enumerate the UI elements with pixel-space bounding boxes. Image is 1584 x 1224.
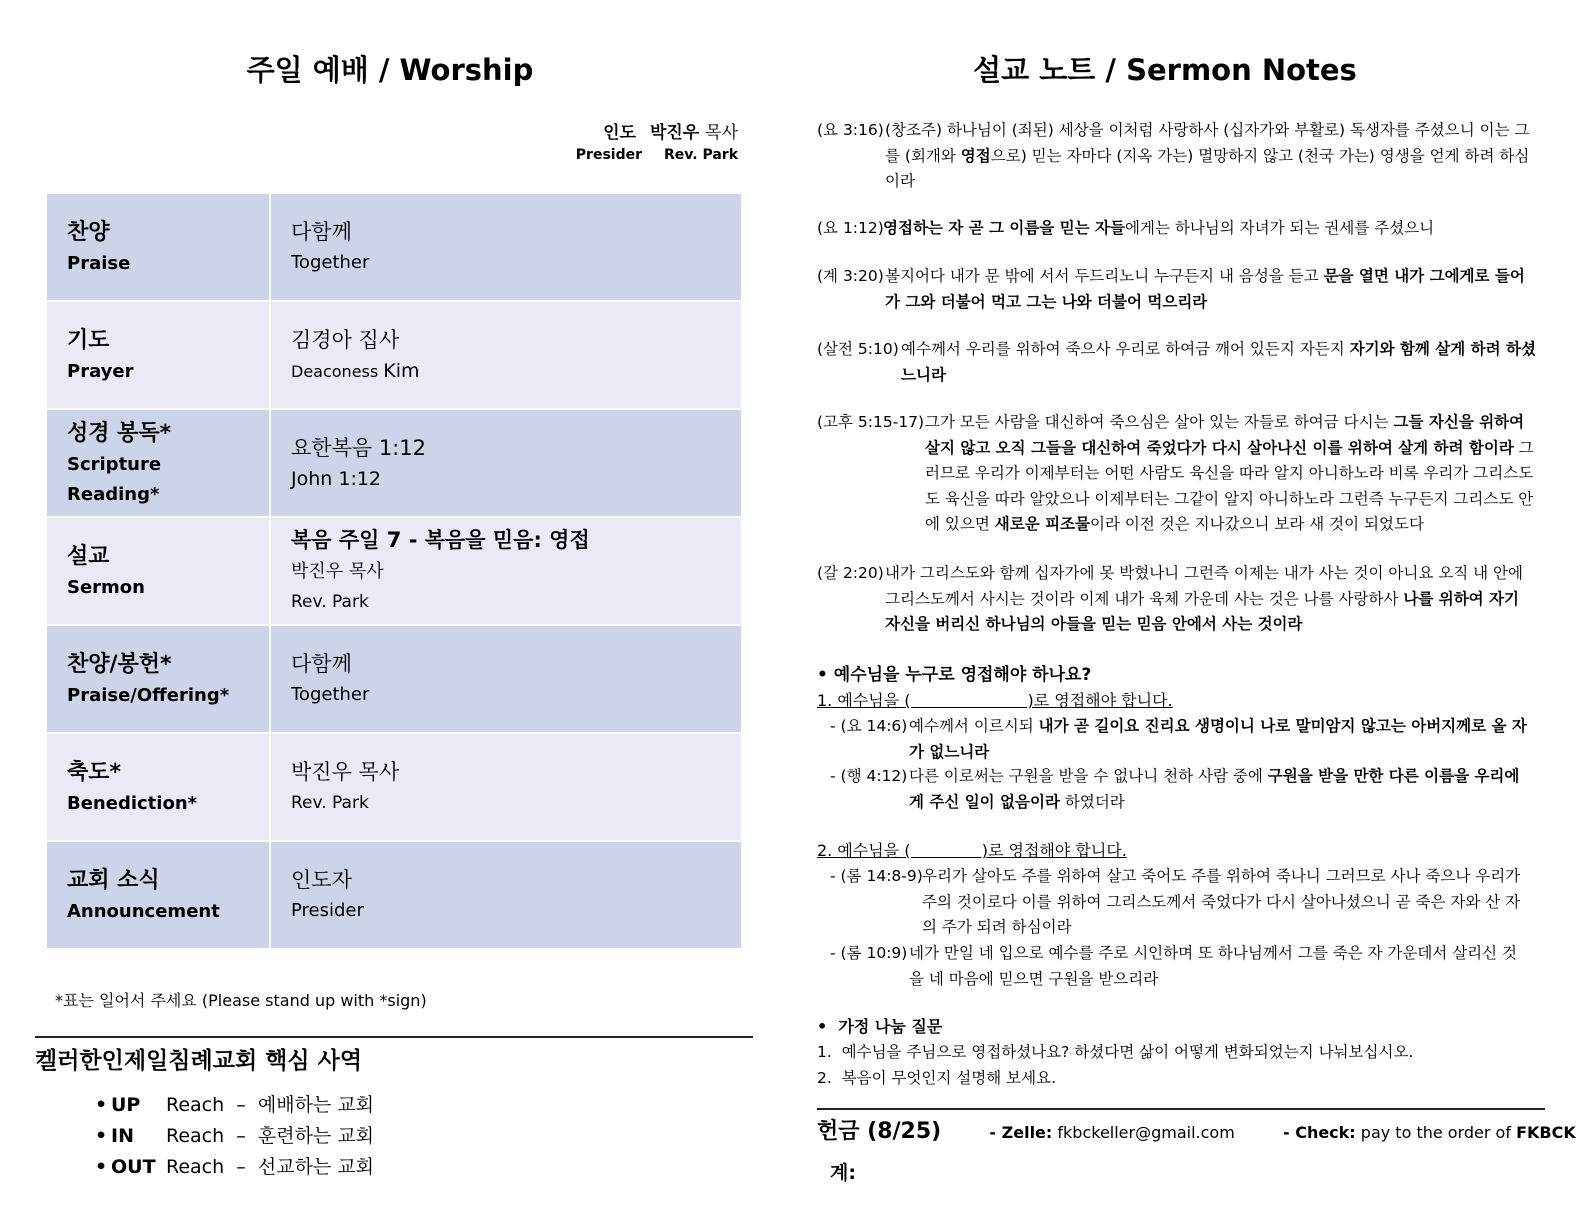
ministry-reach: Reach bbox=[166, 1156, 225, 1178]
order-label-ko: 찬양 bbox=[67, 219, 110, 245]
ministry-code: UP bbox=[111, 1094, 141, 1116]
bullet: • bbox=[95, 1125, 108, 1147]
question-heading: • 예수님을 누구로 영접해야 하나요? bbox=[817, 665, 1092, 685]
verse-text: 예수께서 이르시되 bbox=[909, 717, 1039, 735]
order-row-prayer bbox=[46, 301, 742, 409]
order-value-ko: 다함께 bbox=[291, 220, 352, 244]
left-divider bbox=[35, 1036, 753, 1038]
presider-block bbox=[576, 118, 738, 163]
order-value-ko: 요한복음 1:12 bbox=[291, 436, 426, 460]
verse-text: 이라 이전 것은 지나갔으니 보라 새 것이 되었도다 bbox=[1090, 515, 1424, 533]
presider-name-en: Rev. Park bbox=[664, 147, 738, 163]
verse-ref: (요 1:12) bbox=[817, 219, 884, 237]
verse-text: 네가 만일 네 입으로 예수를 주로 시인하며 또 하나님께서 그를 죽은 자 가운데서 살리신 것을 네 마음에 믿으면 구원을 받으리라 bbox=[909, 944, 1518, 988]
bullet: • bbox=[95, 1094, 108, 1116]
ministry-list bbox=[95, 1090, 374, 1183]
order-label-ko: 교회 소식 bbox=[67, 867, 160, 893]
ministry-dash: – bbox=[236, 1094, 246, 1116]
verse-ref: (고후 5:15-17) bbox=[817, 413, 925, 431]
ministry-desc: 훈련하는 교회 bbox=[257, 1125, 375, 1147]
order-label-en: Praise bbox=[67, 252, 131, 274]
verse-emphasis: 자기와 함께 살게 하려 하셨느니라 bbox=[901, 340, 1536, 384]
order-label-ko: 축도* bbox=[67, 759, 122, 785]
verse-ref: - (행 4:12) bbox=[830, 767, 908, 785]
verse-text: 에게는 하나님의 자녀가 되는 권세를 주셨으니 bbox=[1125, 219, 1435, 237]
point-2-verse-b bbox=[830, 941, 1530, 992]
verse-emphasis: 구원을 받을 만한 다른 이름을 우리에게 주신 일이 없음이라 bbox=[909, 767, 1520, 811]
sermon-title: 복음 주일 7 - 복음을 믿음: 영접 bbox=[291, 528, 590, 552]
order-value-en: Rev. Park bbox=[291, 592, 369, 612]
sermon-notes-title: 설교 노트 / Sermon Notes bbox=[973, 53, 1357, 87]
order-value-en: Together bbox=[291, 684, 370, 705]
ministry-desc: 선교하는 교회 bbox=[257, 1156, 375, 1178]
order-value-ko: 박진우 목사 bbox=[291, 561, 384, 582]
order-label-en: Scripture Reading* bbox=[67, 453, 162, 505]
ministry-reach: Reach bbox=[166, 1125, 225, 1147]
ministry-code: OUT bbox=[111, 1156, 156, 1178]
verse-text: 볼지어다 내가 문 밖에 서서 두드리노니 누구든지 내 음성을 듣고 bbox=[885, 267, 1324, 285]
ministry-dash: – bbox=[236, 1125, 246, 1147]
presider-role-ko: 인도 bbox=[603, 123, 636, 143]
order-label-en: Praise/Offering* bbox=[67, 684, 230, 706]
order-value-ko: 인도자 bbox=[291, 868, 352, 892]
verse-emphasis: 새로운 피조물 bbox=[994, 515, 1090, 533]
order-value-ko: 김경아 집사 bbox=[291, 327, 400, 352]
order-value-en-name: Kim bbox=[383, 359, 420, 382]
verse-gal-2-20 bbox=[817, 561, 1537, 638]
presider-name-ko: 박진우 bbox=[649, 123, 700, 143]
point-1-verse-b bbox=[830, 764, 1530, 815]
sharing-heading: • 가정 나눔 질문 bbox=[817, 1017, 943, 1036]
verse-text: 그가 모든 사람을 대신하여 죽으심은 살아 있는 자들로 하여금 다시는 bbox=[925, 413, 1394, 431]
order-value-en-title: Deaconess bbox=[291, 361, 384, 381]
point-2-verse-a bbox=[830, 864, 1530, 941]
ministry-item bbox=[95, 1090, 374, 1121]
verse-text: 예수께서 우리를 위하여 죽으사 우리로 하여금 깨어 있든지 자든지 bbox=[901, 340, 1350, 358]
order-label-ko: 기도 bbox=[67, 327, 110, 353]
order-label-en: Prayer bbox=[67, 360, 134, 382]
worship-title: 주일 예배 / Worship bbox=[246, 53, 534, 87]
verse-emphasis: 그들 자신을 위하여 살지 않고 오직 그들을 대신하여 죽었다가 다시 살아나신 이를 위하여 살게 하려 함이라 bbox=[925, 413, 1525, 457]
verse-text: 우리가 살아도 주를 위하여 살고 죽어도 주를 위하여 죽나니 그러므로 사나 죽으나 우리가 주의 것이로다 이를 위하여 그리스도께서 죽었다가 다시 살아나셨으니 곧 죽은 자와 산 자의 주가 되려 하심이라 bbox=[922, 867, 1521, 936]
order-value-ko: 박진우 목사 bbox=[291, 760, 400, 784]
ministry-reach: Reach bbox=[166, 1094, 225, 1116]
order-value-en: Together bbox=[291, 252, 370, 273]
ministry-title: 켈러한인제일침례교회 핵심 사역 bbox=[35, 1048, 363, 1074]
order-label-en: Announcement bbox=[67, 900, 220, 922]
order-label-en: Benediction* bbox=[67, 792, 198, 814]
check-instruction: pay to the order of bbox=[1355, 1123, 1517, 1142]
verse-text: (창조주) 하나님이 (죄된) 세상을 이처럼 사랑하사 (십자가와 부활로) 독생자를 주셨으니 이는 그를 (회개와 bbox=[885, 121, 1530, 165]
order-value-en: Rev. Park bbox=[291, 793, 369, 813]
point-1: 1. 예수님을 ( )로 영접해야 합니다. bbox=[817, 691, 1173, 710]
zelle-label: - Zelle: bbox=[989, 1123, 1053, 1142]
verse-john-1-12 bbox=[817, 216, 1537, 242]
presider-role-en: Presider bbox=[575, 147, 642, 163]
verse-emphasis: 나를 위하여 자기 자신을 버리신 하나님의 아들을 믿는 믿음 안에서 사는 것이라 bbox=[885, 589, 1519, 633]
verse-text: 내가 그리스도와 함께 십자가에 못 박혔나니 그런즉 이제는 내가 사는 것이 아니요 오직 내 안에 그리스도께서 사시는 것이라 이제 내가 육체 가운데 사는 것은 나를 사랑하사 bbox=[885, 564, 1523, 608]
ministry-item bbox=[95, 1121, 374, 1152]
verse-text: 하였더라 bbox=[1059, 792, 1125, 811]
offering-total-label: 계: bbox=[830, 1162, 856, 1184]
order-value-en: Presider bbox=[291, 900, 364, 921]
point-2: 2. 예수님을 ( )로 영접해야 합니다. bbox=[817, 841, 1127, 860]
verse-emphasis: 영접하는 자 곧 그 이름을 믿는 자들 bbox=[883, 219, 1126, 237]
bullet: • bbox=[95, 1156, 108, 1178]
verse-ref: (계 3:20) bbox=[817, 267, 884, 285]
ministry-item bbox=[95, 1152, 374, 1183]
verse-text: 으로) 믿는 자마다 (지옥 가는) 멸망하지 않고 (천국 가는) 영생을 얻게 하려 하심이라 bbox=[885, 146, 1530, 190]
verse-ref: - (롬 14:8-9) bbox=[830, 867, 923, 885]
order-of-worship-table bbox=[45, 192, 743, 950]
sharing-question-2: 2. 복음이 무엇인지 설명해 보세요. bbox=[817, 1069, 1057, 1087]
verse-text: 그러므로 우리가 이제부터는 어떤 사람도 육신을 따라 알지 아니하노라 비록 우리가 그리스도도 육신을 따라 알았으나 이제부터는 그같이 알지 아니하노라 그런즉 누구든지 그리스도 안에 있으면 bbox=[925, 438, 1534, 533]
point-1-verse-a bbox=[830, 714, 1530, 765]
order-row-offering bbox=[46, 625, 742, 733]
offering-label: 헌금 (8/25) bbox=[817, 1119, 942, 1144]
verse-2cor-5-15 bbox=[817, 410, 1537, 538]
verse-emphasis: 문을 열면 내가 그에게로 들어가 그와 더불어 먹고 그는 나와 더불어 먹으리라 bbox=[885, 267, 1525, 311]
order-row-announcement bbox=[46, 841, 742, 949]
order-row-sermon bbox=[46, 517, 742, 625]
verse-1thes-5-10 bbox=[817, 337, 1537, 388]
ministry-desc: 예배하는 교회 bbox=[257, 1094, 375, 1116]
verse-ref: - (요 14:6) bbox=[830, 717, 908, 735]
presider-title-ko: 목사 bbox=[705, 123, 738, 143]
ministry-dash: – bbox=[236, 1156, 246, 1178]
order-label-ko: 설교 bbox=[67, 543, 110, 569]
zelle-email: fkbckeller@gmail.com bbox=[1052, 1123, 1235, 1142]
verse-rev-3-20 bbox=[817, 264, 1537, 315]
order-row-scripture bbox=[46, 409, 742, 517]
verse-john-3-16 bbox=[817, 118, 1537, 195]
order-label-ko: 성경 봉독* bbox=[67, 420, 172, 446]
right-divider bbox=[817, 1108, 1545, 1110]
verse-ref: (요 3:16) bbox=[817, 121, 884, 139]
verse-ref: - (롬 10:9) bbox=[830, 944, 908, 962]
order-value-en: John 1:12 bbox=[291, 468, 382, 490]
order-label-ko: 찬양/봉헌* bbox=[67, 651, 172, 677]
order-value-ko: 다함께 bbox=[291, 652, 352, 676]
verse-text: 다른 이로써는 구원을 받을 수 없나니 천하 사람 중에 bbox=[909, 767, 1268, 785]
verse-emphasis: 내가 곧 길이요 진리요 생명이니 나로 말미암지 않고는 아버지께로 올 자가 없느니라 bbox=[909, 717, 1527, 761]
sharing-question-1: 1. 예수님을 주님으로 영접하셨나요? 하셨다면 삶이 어떻게 변화되었는지 나눠보십시오. bbox=[817, 1043, 1414, 1061]
order-row-benediction bbox=[46, 733, 742, 841]
order-label-en: Sermon bbox=[67, 576, 145, 598]
verse-ref: (갈 2:20) bbox=[817, 564, 884, 582]
order-row-praise bbox=[46, 193, 742, 301]
stand-note: *표는 일어서 주세요 (Please stand up with *sign) bbox=[55, 991, 427, 1010]
offering-row bbox=[817, 1114, 1576, 1145]
check-label: - Check: bbox=[1282, 1123, 1356, 1142]
verse-emphasis: 영접 bbox=[960, 146, 991, 165]
check-payee: FKBCK bbox=[1516, 1123, 1576, 1142]
verse-ref: (살전 5:10) bbox=[817, 340, 899, 358]
ministry-code: IN bbox=[111, 1125, 134, 1147]
